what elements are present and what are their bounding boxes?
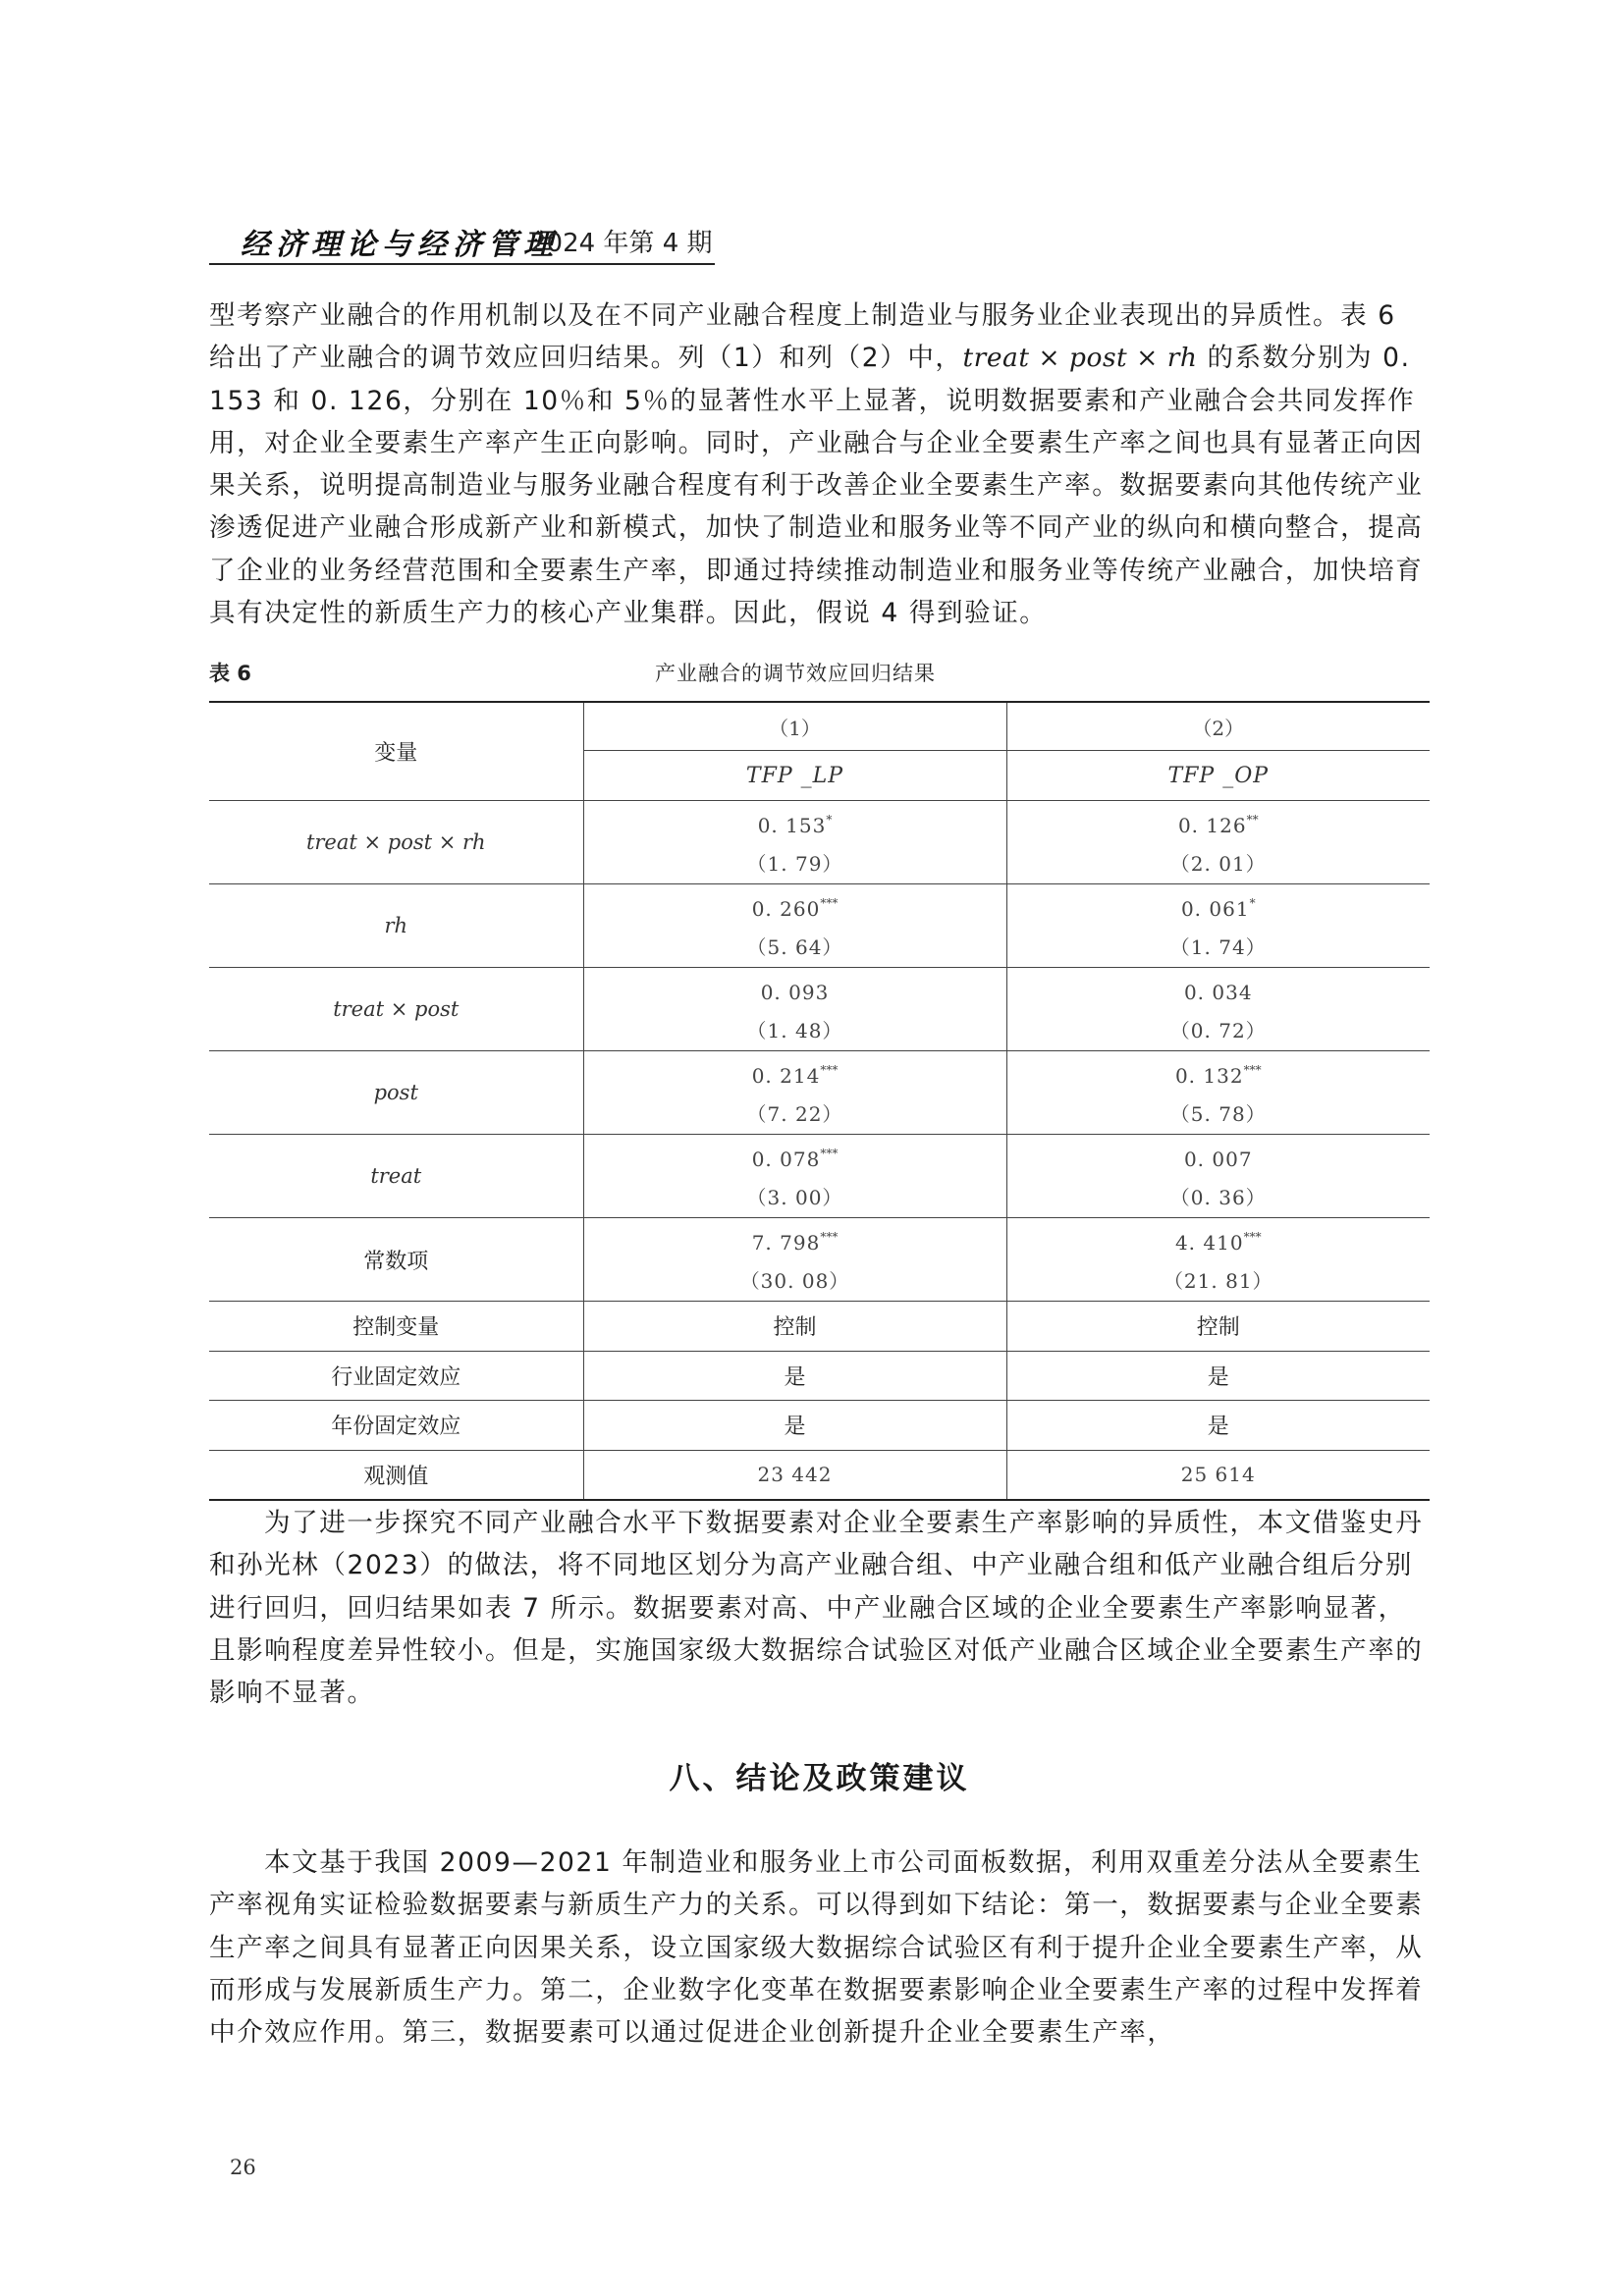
table-label: 表 6	[209, 662, 251, 685]
coefficient: 0. 078	[751, 1148, 821, 1171]
variable-name: treat × post	[209, 968, 583, 1051]
column-number-2: （2）	[1006, 702, 1430, 751]
significance-stars: ***	[820, 896, 839, 910]
table-row	[209, 1401, 1430, 1451]
table-row	[209, 1135, 1430, 1218]
coefficient: 0. 132	[1174, 1064, 1244, 1088]
coefficient-cell	[1006, 801, 1430, 884]
coefficient: 0. 153	[757, 814, 827, 837]
variable-name: 常数项	[209, 1218, 583, 1302]
significance-stars: ***	[820, 1147, 839, 1160]
table-cell: 是	[583, 1351, 1006, 1401]
coefficient-cell	[583, 801, 1006, 884]
variable-name: treat × post × rh	[209, 801, 583, 884]
table-row	[209, 1351, 1430, 1401]
table-title: 产业融合的调节效应回归结果	[655, 662, 936, 685]
t-statistic: （30. 08）	[739, 1269, 850, 1293]
journal-name: 经济理论与经济管理	[241, 228, 559, 262]
coefficient: 4. 410	[1174, 1231, 1244, 1255]
coefficient-cell	[583, 1135, 1006, 1218]
paragraph-text: 型考察产业融合的作用机制以及在不同产业融合程度上制造业与服务业企业表现出的异质性。表 6 给出了产业融合的调节效应回归结果。列（1）和列（2）中，	[209, 300, 1396, 374]
variable-name: post	[209, 1051, 583, 1135]
significance-stars: *	[826, 813, 833, 827]
journal-issue: 2024 年第 4 期	[530, 229, 713, 258]
table-cell: 是	[1006, 1401, 1430, 1451]
coefficient: 0. 126	[1177, 814, 1247, 837]
table-cell: 控制	[583, 1302, 1006, 1352]
paragraph-text: 的系数分别为 0. 153 和 0. 126，分别在 10％和 5％的显著性水平上显著，说明数据要素和产业融合会共同发挥作用，对企业全要素生产率产生正向影响。同时，产业融合与企业全要素生产率之间也具有显著正向因果关系，说明提高制造业与服务业融合程度有利于改善企业全要素生产率。数据要素向其他传统产业渗透促进产业融合形成新产业和新模式，加快了制造业和服务业等不同产业的纵向和横向整合，提高了企业的业务经营范围和全要素生产率，即通过持续推动制造业和服务业等传统产业融合，加快培育具有决定性的新质生产力的核心产业集群。因此，假说 4 得到验证。	[209, 343, 1424, 629]
inline-math: treat × post × rh	[962, 343, 1198, 374]
control-label: 控制变量	[209, 1302, 583, 1352]
column-number-1: （1）	[583, 702, 1006, 751]
table-row	[209, 884, 1430, 968]
coefficient-cell	[1006, 1218, 1430, 1302]
t-statistic: （3. 00）	[746, 1186, 843, 1209]
observations-label: 观测值	[209, 1450, 583, 1500]
variable-header: 变量	[209, 702, 583, 801]
table-row	[209, 1051, 1430, 1135]
t-statistic: （0. 36）	[1169, 1186, 1267, 1209]
significance-stars: ***	[1243, 1230, 1262, 1244]
paragraph-text: 本文基于我国 2009—2021 年制造业和服务业上市公司面板数据，利用双重差分法从全要素生产率视角实证检验数据要素与新质生产力的关系。可以得到如下结论：第一，数据要素与企业全要素生产率之间具有显著正向因果关系，设立国家级大数据综合试验区有利于提升企业全要素生产率，从而形成与发展新质生产力。第二，企业数字化变革在数据要素影响企业全要素生产率的过程中发挥着中介效应作用。第三，数据要素可以通过促进企业创新提升企业全要素生产率，	[209, 1847, 1424, 2049]
coefficient: 0. 007	[1183, 1148, 1253, 1171]
t-statistic: （5. 64）	[746, 935, 843, 959]
coefficient-cell	[1006, 1135, 1430, 1218]
coefficient-cell	[583, 1218, 1006, 1302]
coefficient-cell	[583, 1051, 1006, 1135]
variable-name: rh	[209, 884, 583, 968]
significance-stars: ***	[1243, 1063, 1262, 1077]
coefficient-cell	[1006, 968, 1430, 1051]
t-statistic: （21. 81）	[1163, 1269, 1273, 1293]
coefficient: 7. 798	[751, 1231, 821, 1255]
coefficient: 0. 260	[751, 897, 821, 921]
table-row	[209, 1302, 1430, 1352]
significance-stars: **	[1246, 813, 1259, 827]
table-cell: 是	[1006, 1351, 1430, 1401]
table-cell: 23 442	[583, 1450, 1006, 1500]
table-cell: 控制	[1006, 1302, 1430, 1352]
significance-stars: ***	[820, 1230, 839, 1244]
regression-table	[209, 701, 1430, 1501]
coefficient: 0. 214	[751, 1064, 821, 1088]
table-header-row	[209, 702, 1430, 751]
running-head	[209, 214, 715, 265]
coefficient: 0. 034	[1183, 981, 1253, 1004]
body-paragraph-1	[209, 294, 1430, 634]
page-number: 26	[230, 2156, 256, 2179]
coefficient-cell	[1006, 1051, 1430, 1135]
coefficient: 0. 061	[1180, 897, 1250, 921]
coefficient-cell	[1006, 884, 1430, 968]
coefficient: 0. 093	[760, 981, 830, 1004]
t-statistic: （7. 22）	[746, 1102, 843, 1126]
year-fe-label: 年份固定效应	[209, 1401, 583, 1451]
table-cell: 25 614	[1006, 1450, 1430, 1500]
t-statistic: （1. 74）	[1169, 935, 1267, 959]
body-paragraph-2	[209, 1502, 1430, 1714]
significance-stars: *	[1249, 896, 1256, 910]
paragraph-text: 为了进一步探究不同产业融合水平下数据要素对企业全要素生产率影响的异质性，本文借鉴史丹和孙光林（2023）的做法，将不同地区划分为高产业融合组、中产业融合组和低产业融合组后分别进行回归，回归结果如表 7 所示。数据要素对高、中产业融合区域的企业全要素生产率影响显著，且影响程度差异性较小。但是，实施国家级大数据综合试验区对低产业融合区域企业全要素生产率的影响不显著。	[209, 1508, 1424, 1709]
variable-name: treat	[209, 1135, 583, 1218]
table-row	[209, 1218, 1430, 1302]
coefficient-cell	[583, 884, 1006, 968]
table-row	[209, 801, 1430, 884]
table-row	[209, 1450, 1430, 1500]
table-cell: 是	[583, 1401, 1006, 1451]
coefficient-cell	[583, 968, 1006, 1051]
body-paragraph-3	[209, 1842, 1430, 2054]
dependent-variable-2: TFP _OP	[1006, 751, 1430, 801]
significance-stars: ***	[820, 1063, 839, 1077]
t-statistic: （1. 48）	[746, 1019, 843, 1042]
t-statistic: （1. 79）	[746, 852, 843, 876]
t-statistic: （0. 72）	[1169, 1019, 1267, 1042]
table-row	[209, 968, 1430, 1051]
t-statistic: （5. 78）	[1169, 1102, 1267, 1126]
industry-fe-label: 行业固定效应	[209, 1351, 583, 1401]
dependent-variable-1: TFP _LP	[583, 751, 1006, 801]
t-statistic: （2. 01）	[1169, 852, 1267, 876]
section-title: 八、结论及政策建议	[669, 1761, 970, 1796]
